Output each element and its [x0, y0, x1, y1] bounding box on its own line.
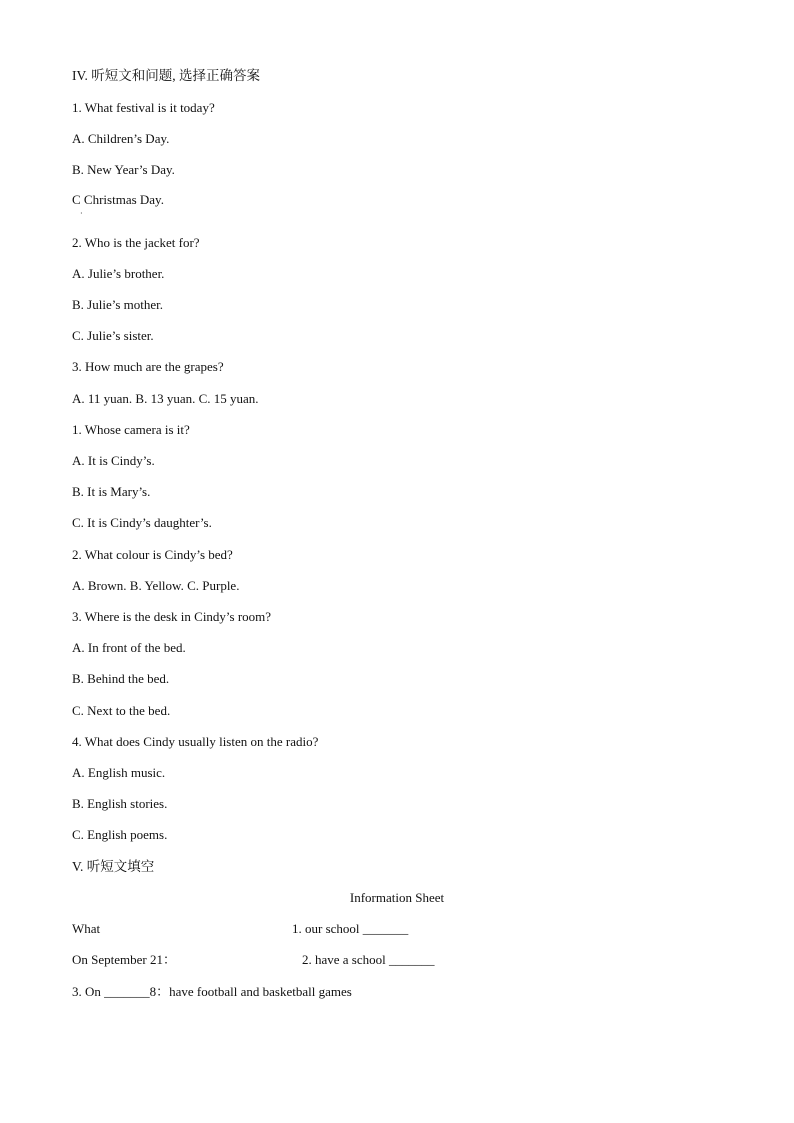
q5-question: 2. What colour is Cindy’s bed? [72, 547, 233, 562]
sheet-row3: 3. On _______8：have football and basketball games [72, 984, 352, 999]
q4-option-b: B. It is Mary’s. [72, 484, 151, 499]
section-5-heading: V. 听短文填空 [72, 859, 155, 874]
section-4-heading: IV. 听短文和问题, 选择正确答案 [72, 68, 261, 83]
q7-question: 4. What does Cindy usually listen on the radio? [72, 734, 319, 749]
q1-option-b: B. New Year’s Day. [72, 162, 175, 177]
q2-option-b: B. Julie’s mother. [72, 297, 163, 312]
q4-question: 1. Whose camera is it? [72, 422, 190, 437]
q7-option-c: C. English poems. [72, 827, 168, 842]
q7-option-a: A. English music. [72, 765, 166, 780]
q6-option-b: B. Behind the bed. [72, 671, 170, 686]
q1-question: 1. What festival is it today? [72, 100, 215, 115]
q3-options: A. 11 yuan. B. 13 yuan. C. 15 yuan. [72, 391, 259, 406]
sheet-row1-blank: 1. our school _______ [292, 921, 409, 936]
q7-option-b: B. English stories. [72, 796, 168, 811]
q1-option-c: C Christmas Day. [72, 192, 164, 207]
information-sheet-title: Information Sheet [349, 890, 445, 905]
q1-option-a: A. Children’s Day. [72, 131, 170, 146]
q2-option-a: A. Julie’s brother. [72, 266, 165, 281]
sheet-row2-label: On September 21： [72, 952, 176, 967]
q4-option-a: A. It is Cindy’s. [72, 453, 155, 468]
q2-option-c: C. Julie’s sister. [72, 328, 154, 343]
q6-question: 3. Where is the desk in Cindy’s room? [72, 609, 272, 624]
q4-option-c: C. It is Cindy’s daughter’s. [72, 515, 212, 530]
sheet-row2-blank: 2. have a school _______ [302, 952, 435, 967]
q3-question: 3. How much are the grapes? [72, 359, 224, 374]
sheet-row1-label: What [72, 921, 101, 936]
q6-option-a: A. In front of the bed. [72, 640, 186, 655]
q2-question: 2. Who is the jacket for? [72, 235, 200, 250]
stray-dot: · [80, 209, 83, 218]
q5-options: A. Brown. B. Yellow. C. Purple. [72, 578, 240, 593]
q6-option-c: C. Next to the bed. [72, 703, 171, 718]
